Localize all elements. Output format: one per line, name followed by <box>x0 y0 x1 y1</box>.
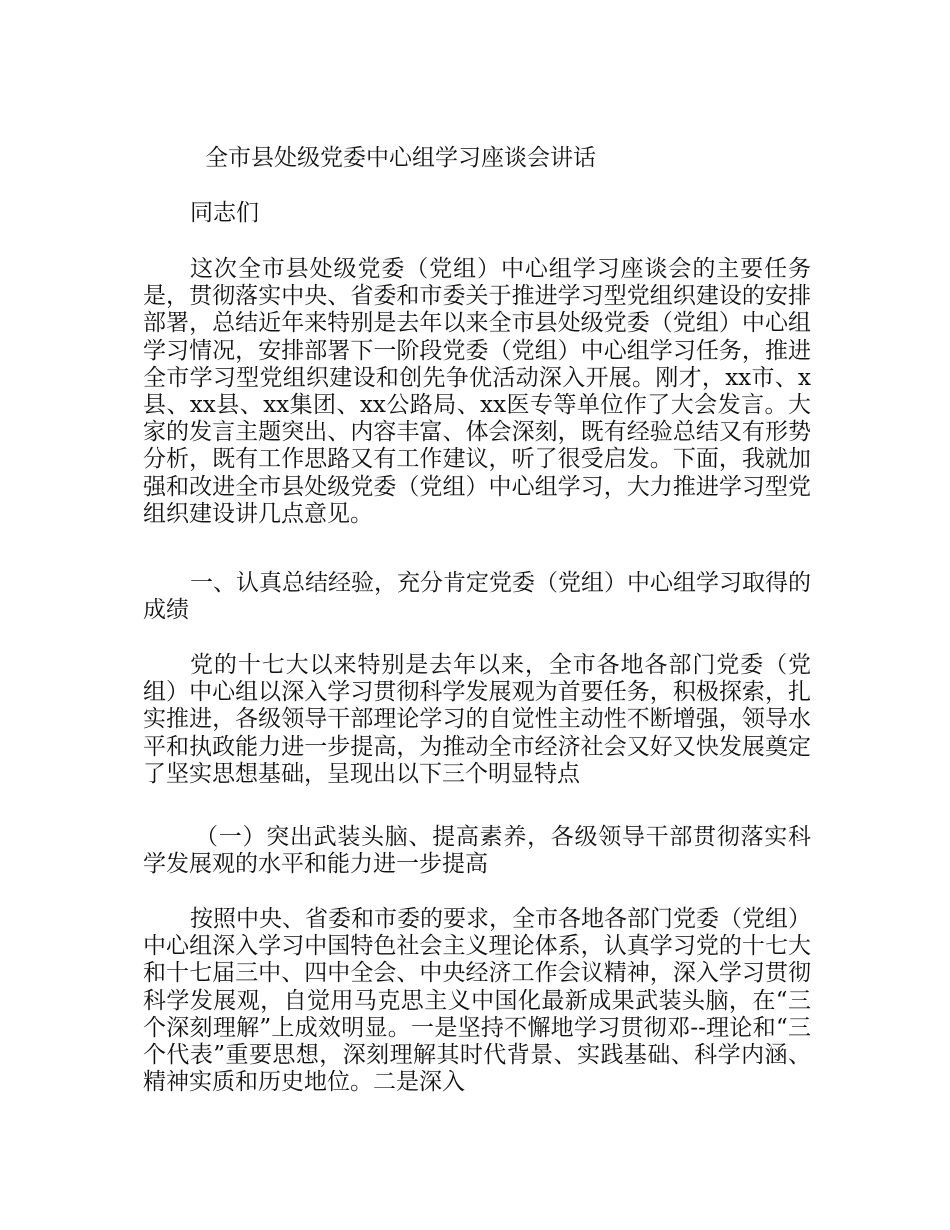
greeting: 同志们 <box>190 200 259 226</box>
paragraph-achievements: 党的十七大以来特别是去年以来，全市各地各部门党委（党组）中心组以深入学习贯彻科学发展观为首要任务，积极探索，扎实推进，各级领导干部理论学习的自觉性主动性不断增强，领导水平和执政能力进一步提高，为推动全市经济社会又好又快发展奠定了坚实思想基础，呈现出以下三个明显特点 <box>143 652 811 787</box>
paragraph-study-details: 按照中央、省委和市委的要求，全市各地各部门党委（党组）中心组深入学习中国特色社会主义理论体系，认真学习党的十七大和十七届三中、四中全会、中央经济工作会议精神，深入学习贯彻科学发展观，自觉用马克思主义中国化最新成果武装头脑，在“三个深刻理解”上成效明显。一是坚持不懈地学习贯彻邓--理论和“三个代表”重要思想，深刻理解其时代背景、实践基础、科学内涵、精神实质和历史地位。二是深入 <box>143 906 811 1096</box>
paragraph-intro: 这次全市县处级党委（党组）中心组学习座谈会的主要任务是，贯彻落实中央、省委和市委关于推进学习型党组织建设的安排部署，总结近年来特别是去年以来全市县处级党委（党组）中心组学习情况，安排部署下一阶段党委（党组）中心组学习任务，推进全市学习型党组织建设和创先争优活动深入开展。刚才，xx市、x县、xx县、xx集团、xx公路局、xx医专等单位作了大会发言。大家的发言主题突出、内容丰富、体会深刻，既有经验总结又有形势分析，既有工作思路又有工作建议，听了很受启发。下面，我就加强和改进全市县处级党委（党组）中心组学习，大力推进学习型党组织建设讲几点意见。 <box>143 256 811 527</box>
document-title: 全市县处级党委中心组学习座谈会讲话 <box>205 145 596 171</box>
section-heading-1: 一、认真总结经验，充分肯定党委（党组）中心组学习取得的成绩 <box>143 570 811 624</box>
subsection-heading-1: （一）突出武装头脑、提高素养，各级领导干部贯彻落实科学发展观的水平和能力进一步提高 <box>143 824 811 878</box>
